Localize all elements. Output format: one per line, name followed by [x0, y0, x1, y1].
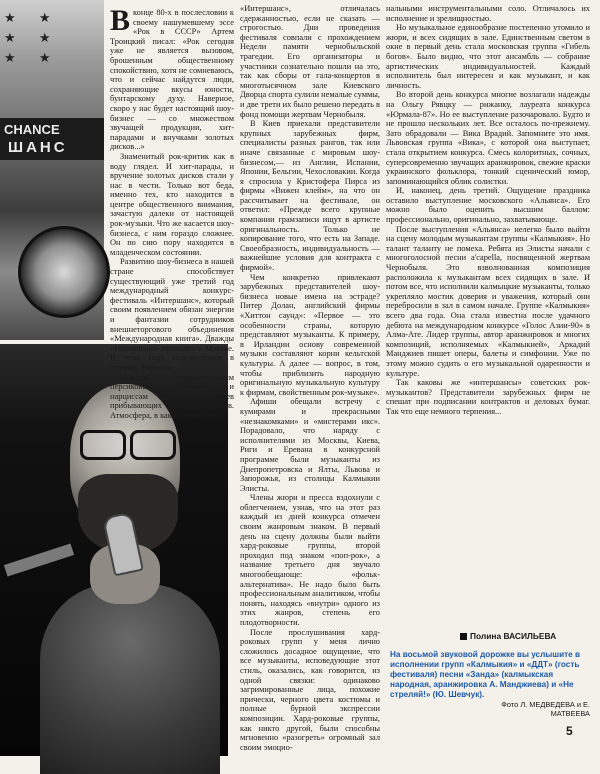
paragraph: «Интершанс», отличалась сдержанностью, если не сказать — строгостью. Дни проведения фестиваля совпали с прохождением Недели памяти чернобыльской трагедии. Его организаторы и участники сознательно пошли на это, так как сборы от гала-концертов в многотысячном зале Киевского Дворца спорта сулили немалые суммы, и две трети их было решено передать в фонд помощи жертвам Чернобыля.	[240, 4, 381, 119]
photo-credits: Фото Л. МЕДВЕДЕВА и Е. МАТВЕЕВА	[501, 700, 590, 718]
paragraph: Нежели туристическим персиковым деревьям и нарциссам встретил Киев прибывающих музыкантов. Атмосфера, в какой проводился	[110, 372, 234, 420]
banner-line-1: CHANCE	[4, 122, 60, 137]
text-column-2	[240, 4, 380, 754]
author-signature	[460, 631, 556, 641]
author-name: Полина ВАСИЛЬЕВА	[470, 631, 557, 641]
singer-shirt	[40, 584, 220, 774]
paragraph: Члены жюри и пресса вздохнули с облегчением, узнав, что на этот раз каждый из дней конкурса отмечен своим жанровым знаком. В первый день на сцену должны были выйти хард-роковые группы, второй проходил под знаком «поп-рок», а название третьего дня звучало многообещающе: «фольк-альтернатива». Не надо было быть профессиональным аналитиком, чтобы понять, находясь «внутри» одного из этих жанров, степень его плодотворности.	[240, 493, 380, 627]
paragraph: нальными инструментальными соло. Отличалось их исполнение и зрелищностью.	[386, 4, 590, 23]
banner-line-2: ШАНС	[8, 139, 68, 156]
text-column-1	[110, 4, 234, 420]
text-column-3	[386, 4, 590, 624]
paragraph: Так каковы же «интершансы» советских рок-музыкантов? Представители зарубежных фирм не спешат при подписании контрактов и деловых бумаг. Так что еще немного терпения...	[386, 378, 590, 416]
singer-glasses	[80, 430, 176, 456]
page-number: 5	[566, 724, 573, 738]
paragraph: После выступления «Альянса» нелегко было выйти на сцену молодым музыкантам группы «Калмыкия». Но талант таланту не помеха. Ребята из Элисты начали с многоголосной песни a'capella, посвященной жертвам Чернобыля. Это взволнованная композиция расположила к музыкантам всех сидящих в зале. И потом все, что исполнили калмыцкие музыканты, только укрепляло мостик доверия и уважения, который они перебросили в зал в самом начале. Группе «Калмыкия» всего два года. Она стала известна после удачного дебюта на международном конкурсе «Голос Азии-90» в Алма-Ате. Лидер группы, автор аранжировок и многих композиций, исполняемых «Калмыкией», Аркадий Манджиев пишет оперы, балеты и симфонии. Уже по этому можно судить о его музыкальной одаренности и культуре.	[386, 224, 590, 378]
mic-stand	[4, 543, 74, 576]
chance-banner	[0, 118, 104, 160]
audio-track-caption: На восьмой звуковой дорожке вы услышите в исполнении групп «Калмыкия» и «ДДТ» (гость фестиваля) песни «Занда» (калмыкская народная, аранжировка А. Манджиева) и «Не стреляй!» (Ю. Шевчук).	[390, 650, 581, 699]
paragraph: После прослушивания хард-роковых групп у меня лично сложилось досадное ощущение, что все музыканты, исповедующие этот стиль, оказались, как говорится, из одной связки: одинаково загримированные лица, похожие прически, черного цвета костюмы и полные бурной экспрессии композиции. Хард-роковые группы, как никто другой, были способны мгновенно «разогреть» огромный зал своим эмоцио-	[240, 627, 380, 752]
drop-cap: В	[110, 4, 131, 37]
paragraph: Развитию шоу-бизнеса в нашей стране способствует существующий уже третий год международный конкурс-фестиваль «Интершанс», который своим появлением обязан энергии и фантазии сотрудников внешнеторгового объединения «Международная книга». Дважды «Интершанс» проходил в Москве. В этом году переместился в столицу Украины.	[110, 257, 234, 372]
top-band-photo	[0, 0, 104, 340]
star-decoration: ★ ★ ★ ★ ★ ★	[4, 10, 61, 65]
paragraph: Афиши обещали встречу с кумирами и прекрасными «незнакомками» и «мистерами икс». Порадовало, что наряду с исполнителями из Москвы, Киева, Риги и Еревана в конкурсной программе были музыканты из Днепропетровска и Ялты, Львова и Запорожья, из столицы Калмыкии Элисты.	[240, 397, 380, 493]
paragraph: В Киев приехали представители крупных зарубежных фирм, специалисты разных рангов, так или иначе связанные с мировым шоу-бизнесом,— из Англии, Испании, Японии, Бельгии, Чехословакии. Когда я спросила у Кристофера Пирса из фирмы «Вижен клейм», на что он рассчитывает на фестивале, он ответил: «Прежде всего крупные компании грамзаписи ищут в артисте оригинальность. Только не копирование того, что есть на Западе. Своеобразность, индивидуальность — важнейшие условия для контракта с фирмой».	[240, 119, 380, 273]
paragraph: конце 80-х в послесловии к своему нашумевшему эссе «Рок в СССР» Артем Троицкий писал: «Рок сегодня уже не является вызовом, брошенным общественному спокойствию, хотя не сомневаюсь, что и сейчас найдутся люди, сохраняющие вкусы юности, бунтарскому духу. Наверное, скоро у нас будет настоящий шоу-бизнес — со множеством звучащей продукции, хит-парадами и внучками золотых дисков...»	[110, 8, 234, 152]
paragraph: И, наконец, день третий. Ощущение праздника оставило выступление московского «Альянса». Его можно было оценить высшим баллом: профессионально, оригинально, захватывающе.	[386, 186, 590, 225]
paragraph: Во второй день конкурса многие возлагали надежды на Ольгу Рявцку — рижанку, лауреата конкурса «Юрмала-87». Но ее выступление разочаровало. Будто и не прошло нескольких лет. Все осталось по-прежнему. Зато обрадовали — Вика Врадий. Запомните это имя. Львовская группа «Вика», с которой она выступает, стала открытием конкурса. Смесь колоритных, сочных, суперсовременно звучащих аранжировок, свежие краски украинского фольклора, тонкий сценический юмор, запоминающийся облик солистки.	[386, 90, 590, 186]
end-square-icon	[460, 633, 467, 640]
drum-kit-icon	[18, 226, 110, 318]
paragraph: Но музыкальное единообразие постепенно утомило и жюри, и всех сидящих в зале. Единственным светом в окне в первый день стала московская группа «Гибель богов». Было видно, что этот ансамбль — собрание артистических индивидуальностей. Каждый исполнитель был интересен и как музыкант, и как личность.	[386, 23, 590, 90]
paragraph: Знаменитый рок-критик как в воду глядел. И хит-парады, и вручение золотых дисков стали у нас в чести. Только вот беда, именно тех, кто находится в центре общественного внимания, зачастую далеки от настоящей рок-музыки. Что же касается шоу-бизнеса, с ним гораздо сложнее. Он по сию пору находится в младенческом состоянии.	[110, 151, 234, 257]
paragraph: Чем конкретно привлекают зарубежных представителей шоу-бизнеса новые имена на эстраде? Питер Долан, английский фирмы «Хиттон саунд»: «Первое — это особенности страны, которую представляют музыканты. К примеру, в Ирландии основу современной музыки составляют корни кельтской культуры. А далее — вопрос, в том, чтобы приблизить народную оригинальную музыкальную культуру к фирмам, свойственным рок-музыке».	[240, 272, 380, 397]
